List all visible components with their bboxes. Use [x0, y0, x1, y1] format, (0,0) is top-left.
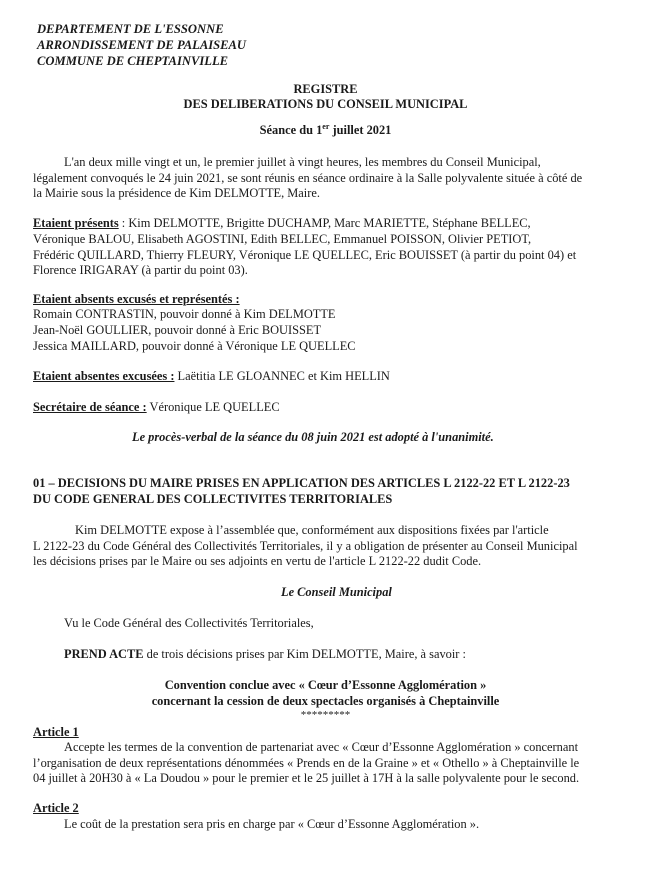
- presents-line-1: [33, 216, 531, 231]
- excused-line: [33, 369, 390, 384]
- presents-label: Etaient présents: [33, 216, 119, 230]
- presents-line-2: Véronique BALOU, Elisabeth AGOSTINI, Edith BELLEC, Emmanuel POISSON, Olivier PETIOT,: [33, 232, 532, 246]
- intro-line-1: L'an deux mille vingt et un, le premier juillet à vingt heures, les membres du Conseil Municipal,: [64, 155, 541, 169]
- article-1-line-3: 04 juillet à 20H30 à « La Doudou » pour le premier et le 25 juillet à 17H à la salle polyvalente pour le second.: [33, 771, 580, 785]
- intro-line-2: légalement convoqués le 24 juin 2021, se sont réunis en séance ordinaire à la Salle polyvalente située à côté de: [33, 171, 583, 185]
- presents-line-3: Frédéric QUILLARD, Thierry FLEURY, Véronique LE QUELLEC, Eric BOUISSET (à partir du point 04) et: [33, 248, 577, 262]
- represented-line-1: Romain CONTRASTIN, pouvoir donné à Kim DELMOTTE: [33, 307, 336, 321]
- article-2-line-1: Le coût de la prestation sera pris en charge par « Cœur d’Essonne Agglomération ».: [64, 817, 480, 831]
- session-prefix: Séance du 1: [259, 123, 323, 137]
- represented-line-2: Jean-Noël GOULLIER, pouvoir donné à Eric BOUISSET: [33, 323, 322, 337]
- expose-line-1: Kim DELMOTTE expose à l’assemblée que, conformément aux dispositions fixées par l'article: [75, 523, 549, 537]
- excused-text: Laëtitia LE GLOANNEC et Kim HELLIN: [174, 369, 390, 383]
- intro-line-3: la Mairie sous la présidence de Kim DELMOTTE, Maire.: [33, 186, 320, 200]
- session-suffix: juillet 2021: [329, 123, 392, 137]
- department-line: DEPARTEMENT DE L'ESSONNE: [37, 22, 224, 36]
- secretary-line: [33, 400, 280, 415]
- session-date: [0, 123, 651, 138]
- represented-label: Etaient absents excusés et représentés :: [33, 292, 240, 306]
- presents-text-1: : Kim DELMOTTE, Brigitte DUCHAMP, Marc MARIETTE, Stéphane BELLEC,: [118, 216, 531, 230]
- session-sup: er: [322, 121, 330, 131]
- secretary-label: Secrétaire de séance :: [33, 400, 147, 414]
- register-title: REGISTRE: [293, 82, 358, 96]
- expose-line-2: L 2122-23 du Code Général des Collectivités Territoriales, il y a obligation de présenter au Conseil Municipal: [33, 539, 578, 553]
- minutes-adopted: Le procès-verbal de la séance du 08 juin 2021 est adopté à l'unanimité.: [132, 430, 494, 444]
- convention-title-1: Convention conclue avec « Cœur d’Essonne Agglomération »: [164, 678, 487, 692]
- prend-acte-rest: de trois décisions prises par Kim DELMOTTE, Maire, à savoir :: [143, 647, 466, 661]
- stars-separator: *********: [300, 709, 351, 721]
- excused-label: Etaient absentes excusées :: [33, 369, 175, 383]
- vu-line: Vu le Code Général des Collectivités Territoriales,: [64, 616, 314, 630]
- article-2-label: Article 2: [33, 801, 79, 815]
- item01-title-1: 01 – DECISIONS DU MAIRE PRISES EN APPLICATION DES ARTICLES L 2122-22 ET L 2122-23: [33, 476, 570, 490]
- secretary-text: Véronique LE QUELLEC: [146, 400, 280, 414]
- council-heading: Le Conseil Municipal: [281, 585, 392, 599]
- presents-line-4: Florence IRIGARAY (à partir du point 03).: [33, 263, 248, 277]
- article-1-line-2: l’organisation de deux représentations dénommées « Prends en de la Graine » et « Othello » à Cheptainville le: [33, 756, 580, 770]
- prend-acte-line: [64, 647, 466, 662]
- commune-line: COMMUNE DE CHEPTAINVILLE: [37, 54, 229, 68]
- register-subtitle: DES DELIBERATIONS DU CONSEIL MUNICIPAL: [183, 97, 468, 111]
- convention-title-2: concernant la cession de deux spectacles organisés à Cheptainville: [151, 694, 500, 708]
- represented-line-3: Jessica MAILLARD, pouvoir donné à Véronique LE QUELLEC: [33, 339, 356, 353]
- item01-title-2: DU CODE GENERAL DES COLLECTIVITES TERRITORIALES: [33, 492, 393, 506]
- arrondissement-line: ARRONDISSEMENT DE PALAISEAU: [37, 38, 247, 52]
- expose-line-3: les décisions prises par le Maire ou ses adjoints en vertu de l'article L 2122-22 dudit Code.: [33, 554, 482, 568]
- article-1-line-1: Accepte les termes de la convention de partenariat avec « Cœur d’Essonne Agglomération » concernant: [64, 740, 579, 754]
- article-1-label: Article 1: [33, 725, 79, 739]
- prend-acte-bold: PREND ACTE: [64, 647, 144, 661]
